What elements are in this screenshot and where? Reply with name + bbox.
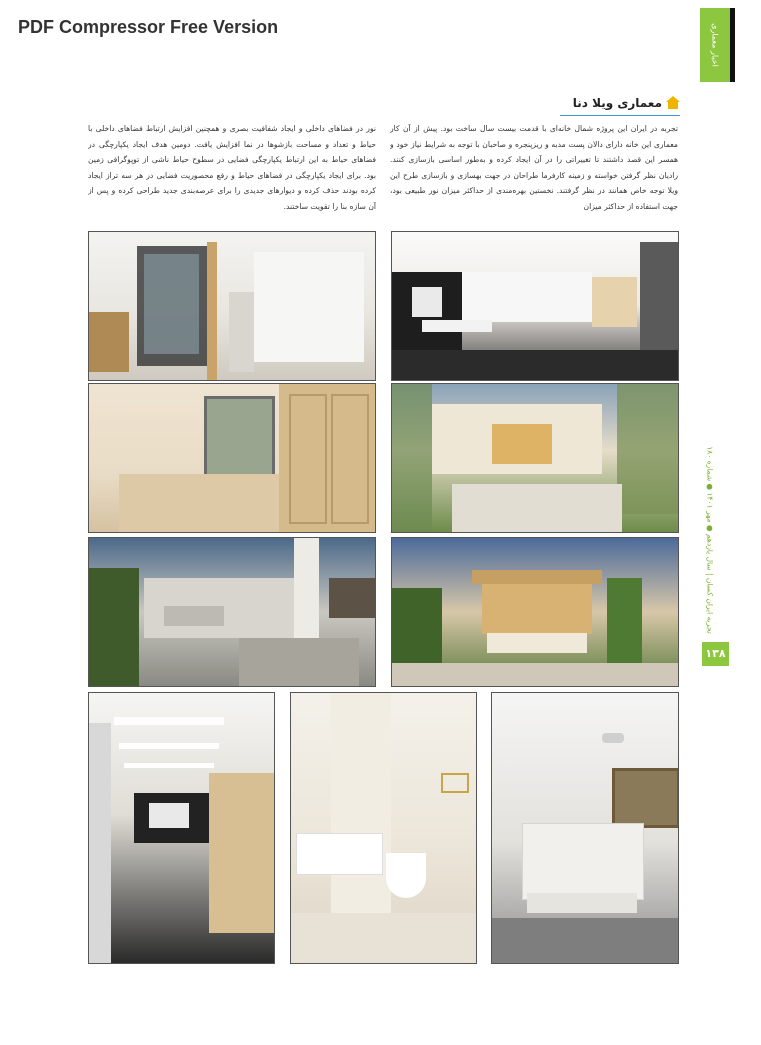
article-title: معماری ویلا دنا [572,96,662,110]
photo-living-room [391,231,679,381]
page-number: ۱۳۸ [702,642,729,666]
photo-garden-pergola [391,537,679,687]
magazine-issue-label: تجربه ایران کسان | سال یازدهم ● مهر ۱۴۰۱ ● شماره ۱۸۰ [705,446,715,634]
house-icon [666,96,680,110]
section-tab [700,8,735,82]
magazine-issue-strip [690,440,730,640]
photo-bathroom [290,692,477,964]
photo-bedroom [491,692,679,964]
photo-corridor-skylight [88,692,275,964]
photo-patio-night [88,537,376,687]
article-heading [560,91,680,116]
photo-kitchen [88,383,376,533]
photo-hallway [88,231,376,381]
watermark-text: PDF Compressor Free Version [18,17,279,37]
article-text-column-left: نور در فضاهای داخلی و ایجاد شفافیت بصری و همچنین افزایش ارتباط فضاهای داخلی با حیاط و تعداد و مساحت بازشوها در نما افزایش یافت. دومین هدف ایجاد یکپارچگی در فضاهای حیاط به این ارتباط یکپارچگی فضایی در سطوح حیاط ناشی از توپوگرافی زمین بود. برای ایجاد یکپارچگی در فضاهای حیاط و رفع محصوریت فضایی در هر سه تراز ایجاد کرده بودند حذف کرده و دیوارهای جدیدی را برای عرصه‌بندی جدید طراحی کرده و پس از آن سازه بنا را تقویت ساختند. [88,124,376,211]
photo-courtyard [391,383,679,533]
article-text-column-right: تجربه در ایران این پروژه شمال خانه‌ای با قدمت بیست سال ساخت بود. پیش از آن کار معماری این خانه دارای دالان پست مدبه و ریزپنجره و صاحبان با توجه به شرایط نیاز خود و همسر این قصد داشتند تا تغییراتی را در آن ایجاد کرده و به‌طور اساسی بازسازی کنند. رادیان نظر گرفتن خواسته و زمینه کارفرما طراحان در جهت بهسازی و بازسازی طرح این ویلا توجه خاص همانند در نظر گرفتند. نخستین بهره‌مندی از حداکثر میزان نور طبیعی بود، جهت استفاده از حداکثر میزان [390,124,678,211]
section-tab-label: اخبار معماری [710,23,720,67]
